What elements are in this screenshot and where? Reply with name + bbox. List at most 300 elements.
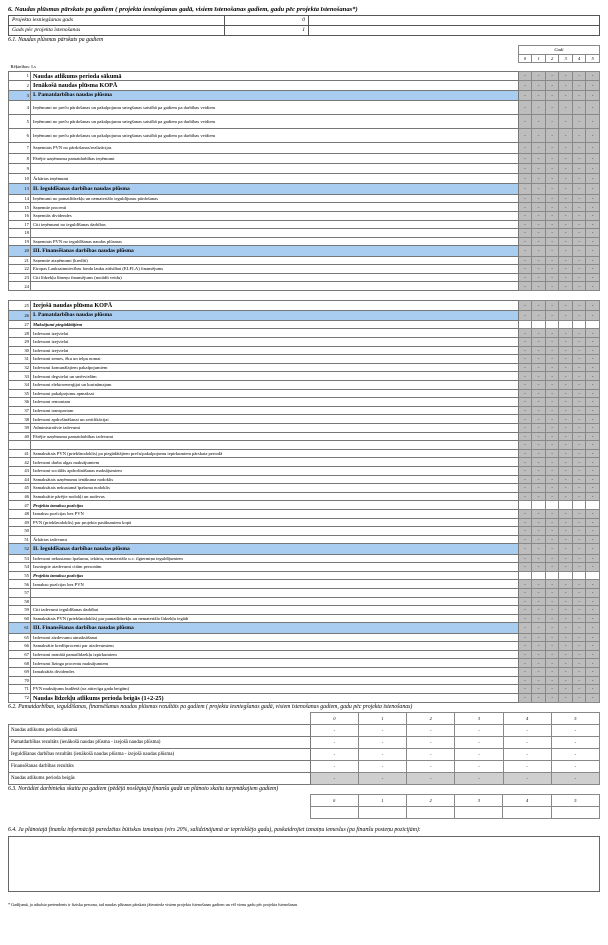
- row-value[interactable]: -: [518, 676, 532, 685]
- row-value[interactable]: -: [559, 282, 573, 291]
- row-value[interactable]: -: [572, 381, 586, 390]
- row-value[interactable]: -: [532, 203, 546, 212]
- row-value[interactable]: -: [545, 256, 559, 265]
- row-value[interactable]: -: [545, 424, 559, 433]
- row-value[interactable]: -: [532, 527, 546, 536]
- row-value[interactable]: -: [572, 115, 586, 129]
- row-value[interactable]: -: [572, 466, 586, 475]
- row-value[interactable]: -: [586, 265, 600, 274]
- results-value[interactable]: -: [407, 773, 455, 785]
- row-value[interactable]: -: [559, 406, 573, 415]
- row-value[interactable]: [545, 290, 559, 300]
- row-value[interactable]: -: [572, 398, 586, 407]
- row-value[interactable]: -: [586, 346, 600, 355]
- explanation-textbox[interactable]: [8, 836, 600, 892]
- row-value[interactable]: -: [559, 563, 573, 572]
- row-value[interactable]: [586, 290, 600, 300]
- row-value[interactable]: -: [586, 398, 600, 407]
- row-value[interactable]: -: [545, 372, 559, 381]
- row-value[interactable]: -: [572, 329, 586, 338]
- results-value[interactable]: -: [455, 773, 503, 785]
- row-value[interactable]: -: [586, 693, 600, 703]
- row-value[interactable]: -: [559, 492, 573, 501]
- row-value[interactable]: -: [545, 389, 559, 398]
- row-value[interactable]: -: [559, 372, 573, 381]
- row-value[interactable]: -: [532, 329, 546, 338]
- row-value[interactable]: -: [545, 466, 559, 475]
- row-value[interactable]: -: [572, 668, 586, 677]
- row-value[interactable]: -: [532, 81, 546, 91]
- row-value[interactable]: -: [518, 693, 532, 703]
- row-value[interactable]: -: [532, 389, 546, 398]
- results-value[interactable]: -: [455, 761, 503, 773]
- row-value[interactable]: -: [545, 518, 559, 527]
- row-value[interactable]: -: [518, 475, 532, 484]
- row-value[interactable]: -: [545, 563, 559, 572]
- row-value[interactable]: -: [586, 633, 600, 642]
- row-value[interactable]: -: [518, 633, 532, 642]
- row-value[interactable]: -: [559, 415, 573, 424]
- results-value[interactable]: -: [358, 737, 406, 749]
- row-value[interactable]: -: [586, 256, 600, 265]
- row-value[interactable]: -: [572, 153, 586, 163]
- row-value[interactable]: -: [559, 441, 573, 450]
- row-value[interactable]: [518, 320, 532, 329]
- row-value[interactable]: -: [545, 90, 559, 100]
- row-value[interactable]: -: [545, 406, 559, 415]
- row-value[interactable]: -: [518, 273, 532, 282]
- results-value[interactable]: -: [358, 749, 406, 761]
- row-value[interactable]: -: [532, 642, 546, 651]
- row-value[interactable]: -: [518, 606, 532, 615]
- row-value[interactable]: -: [518, 174, 532, 184]
- row-value[interactable]: -: [586, 614, 600, 623]
- row-value[interactable]: -: [559, 597, 573, 606]
- row-value[interactable]: -: [586, 115, 600, 129]
- row-value[interactable]: -: [559, 81, 573, 91]
- row-value[interactable]: -: [518, 310, 532, 320]
- row-value[interactable]: -: [532, 614, 546, 623]
- row-value[interactable]: -: [572, 563, 586, 572]
- row-value[interactable]: -: [572, 81, 586, 91]
- row-value[interactable]: -: [518, 398, 532, 407]
- row-value[interactable]: -: [572, 174, 586, 184]
- row-value[interactable]: -: [559, 300, 573, 310]
- row-value[interactable]: -: [586, 237, 600, 246]
- row-value[interactable]: -: [518, 71, 532, 81]
- row-value[interactable]: -: [559, 518, 573, 527]
- row-value[interactable]: [545, 571, 559, 580]
- row-value[interactable]: -: [586, 650, 600, 659]
- row-value[interactable]: -: [586, 71, 600, 81]
- row-value[interactable]: -: [532, 194, 546, 203]
- row-value[interactable]: [518, 290, 532, 300]
- header-value[interactable]: 1: [225, 26, 309, 35]
- row-value[interactable]: -: [518, 432, 532, 441]
- row-value[interactable]: -: [559, 338, 573, 347]
- row-value[interactable]: -: [559, 588, 573, 597]
- row-value[interactable]: -: [532, 338, 546, 347]
- row-value[interactable]: -: [532, 693, 546, 703]
- row-value[interactable]: -: [532, 346, 546, 355]
- row-value[interactable]: -: [518, 194, 532, 203]
- row-value[interactable]: -: [518, 650, 532, 659]
- row-value[interactable]: -: [532, 676, 546, 685]
- row-value[interactable]: -: [532, 623, 546, 633]
- row-value[interactable]: -: [545, 458, 559, 467]
- row-value[interactable]: -: [518, 484, 532, 493]
- results-value[interactable]: -: [455, 749, 503, 761]
- row-value[interactable]: -: [586, 676, 600, 685]
- row-value[interactable]: -: [532, 184, 546, 194]
- row-value[interactable]: -: [545, 623, 559, 633]
- results-value[interactable]: -: [310, 773, 358, 785]
- row-value[interactable]: -: [586, 432, 600, 441]
- row-value[interactable]: -: [545, 449, 559, 458]
- results-value[interactable]: -: [455, 737, 503, 749]
- row-value[interactable]: -: [545, 143, 559, 153]
- row-value[interactable]: -: [559, 432, 573, 441]
- row-value[interactable]: -: [586, 129, 600, 143]
- row-value[interactable]: -: [518, 90, 532, 100]
- row-value[interactable]: -: [545, 101, 559, 115]
- row-value[interactable]: -: [572, 432, 586, 441]
- row-value[interactable]: -: [586, 143, 600, 153]
- row-value[interactable]: -: [545, 71, 559, 81]
- row-value[interactable]: -: [545, 329, 559, 338]
- row-value[interactable]: -: [518, 237, 532, 246]
- row-value[interactable]: -: [559, 143, 573, 153]
- row-value[interactable]: -: [518, 492, 532, 501]
- row-value[interactable]: -: [532, 115, 546, 129]
- row-value[interactable]: -: [545, 527, 559, 536]
- row-value[interactable]: -: [572, 129, 586, 143]
- row-value[interactable]: -: [586, 300, 600, 310]
- row-value[interactable]: -: [532, 509, 546, 518]
- row-value[interactable]: -: [559, 194, 573, 203]
- row-value[interactable]: -: [559, 466, 573, 475]
- row-value[interactable]: -: [586, 554, 600, 563]
- results-value[interactable]: -: [358, 725, 406, 737]
- row-value[interactable]: -: [559, 676, 573, 685]
- row-value[interactable]: -: [572, 143, 586, 153]
- row-value[interactable]: -: [545, 535, 559, 544]
- row-value[interactable]: -: [572, 623, 586, 633]
- row-value[interactable]: -: [572, 650, 586, 659]
- row-value[interactable]: -: [518, 143, 532, 153]
- row-value[interactable]: -: [545, 184, 559, 194]
- row-value[interactable]: -: [545, 642, 559, 651]
- row-value[interactable]: -: [545, 580, 559, 589]
- row-value[interactable]: -: [559, 90, 573, 100]
- row-value[interactable]: -: [532, 265, 546, 274]
- row-value[interactable]: -: [572, 544, 586, 554]
- row-value[interactable]: -: [545, 588, 559, 597]
- row-value[interactable]: -: [545, 282, 559, 291]
- row-value[interactable]: -: [518, 101, 532, 115]
- row-value[interactable]: [572, 320, 586, 329]
- row-value[interactable]: -: [532, 163, 546, 173]
- row-value[interactable]: -: [572, 642, 586, 651]
- row-value[interactable]: -: [559, 633, 573, 642]
- row-value[interactable]: -: [532, 484, 546, 493]
- row-value[interactable]: [572, 290, 586, 300]
- row-value[interactable]: -: [532, 101, 546, 115]
- row-value[interactable]: -: [586, 203, 600, 212]
- row-value[interactable]: -: [532, 153, 546, 163]
- row-value[interactable]: -: [518, 256, 532, 265]
- results-value[interactable]: -: [503, 761, 551, 773]
- row-value[interactable]: -: [586, 659, 600, 668]
- row-value[interactable]: -: [545, 194, 559, 203]
- row-value[interactable]: -: [559, 355, 573, 364]
- row-value[interactable]: -: [545, 265, 559, 274]
- row-value[interactable]: -: [545, 676, 559, 685]
- row-value[interactable]: -: [545, 163, 559, 173]
- row-value[interactable]: -: [518, 527, 532, 536]
- row-value[interactable]: -: [518, 211, 532, 220]
- row-value[interactable]: [586, 571, 600, 580]
- row-value[interactable]: -: [559, 668, 573, 677]
- row-value[interactable]: -: [559, 475, 573, 484]
- row-value[interactable]: -: [586, 623, 600, 633]
- row-value[interactable]: -: [586, 449, 600, 458]
- row-value[interactable]: -: [559, 580, 573, 589]
- row-value[interactable]: -: [532, 475, 546, 484]
- row-value[interactable]: -: [518, 246, 532, 256]
- row-value[interactable]: -: [532, 256, 546, 265]
- row-value[interactable]: -: [572, 458, 586, 467]
- row-value[interactable]: -: [518, 346, 532, 355]
- row-value[interactable]: -: [586, 211, 600, 220]
- row-value[interactable]: -: [559, 535, 573, 544]
- results-value[interactable]: -: [551, 737, 599, 749]
- row-value[interactable]: -: [518, 424, 532, 433]
- row-value[interactable]: [532, 320, 546, 329]
- row-value[interactable]: -: [532, 606, 546, 615]
- row-value[interactable]: [545, 320, 559, 329]
- row-value[interactable]: -: [532, 518, 546, 527]
- row-value[interactable]: -: [532, 246, 546, 256]
- row-value[interactable]: -: [518, 449, 532, 458]
- results-value[interactable]: -: [551, 725, 599, 737]
- results-value[interactable]: -: [310, 749, 358, 761]
- row-value[interactable]: -: [518, 509, 532, 518]
- row-value[interactable]: -: [518, 466, 532, 475]
- row-value[interactable]: -: [545, 415, 559, 424]
- row-value[interactable]: -: [572, 509, 586, 518]
- row-value[interactable]: -: [559, 310, 573, 320]
- row-value[interactable]: -: [572, 424, 586, 433]
- row-value[interactable]: -: [559, 203, 573, 212]
- row-value[interactable]: -: [545, 659, 559, 668]
- row-value[interactable]: -: [532, 415, 546, 424]
- row-value[interactable]: -: [532, 406, 546, 415]
- row-value[interactable]: -: [586, 580, 600, 589]
- row-value[interactable]: -: [518, 265, 532, 274]
- row-value[interactable]: -: [518, 381, 532, 390]
- row-value[interactable]: -: [545, 614, 559, 623]
- row-value[interactable]: -: [586, 310, 600, 320]
- row-value[interactable]: -: [532, 668, 546, 677]
- row-value[interactable]: -: [572, 300, 586, 310]
- row-value[interactable]: [532, 501, 546, 510]
- row-value[interactable]: -: [545, 363, 559, 372]
- row-value[interactable]: -: [559, 346, 573, 355]
- row-value[interactable]: -: [532, 237, 546, 246]
- row-value[interactable]: -: [545, 81, 559, 91]
- row-value[interactable]: -: [518, 685, 532, 694]
- staff-input-4[interactable]: [503, 807, 551, 819]
- row-value[interactable]: -: [572, 220, 586, 229]
- row-value[interactable]: -: [559, 153, 573, 163]
- row-value[interactable]: -: [572, 554, 586, 563]
- results-value[interactable]: -: [551, 773, 599, 785]
- row-value[interactable]: -: [532, 685, 546, 694]
- row-value[interactable]: -: [559, 363, 573, 372]
- row-value[interactable]: -: [518, 329, 532, 338]
- row-value[interactable]: -: [586, 81, 600, 91]
- row-value[interactable]: -: [532, 129, 546, 143]
- row-value[interactable]: -: [545, 237, 559, 246]
- row-value[interactable]: -: [559, 693, 573, 703]
- row-value[interactable]: -: [559, 129, 573, 143]
- row-value[interactable]: -: [518, 220, 532, 229]
- results-value[interactable]: -: [310, 737, 358, 749]
- staff-input-1[interactable]: [358, 807, 406, 819]
- row-value[interactable]: -: [532, 381, 546, 390]
- row-value[interactable]: -: [532, 597, 546, 606]
- row-value[interactable]: [586, 501, 600, 510]
- row-value[interactable]: -: [586, 194, 600, 203]
- row-value[interactable]: -: [586, 484, 600, 493]
- row-value[interactable]: [518, 501, 532, 510]
- row-value[interactable]: -: [545, 633, 559, 642]
- row-value[interactable]: -: [559, 484, 573, 493]
- results-value[interactable]: -: [503, 725, 551, 737]
- row-value[interactable]: [532, 290, 546, 300]
- row-value[interactable]: -: [545, 115, 559, 129]
- row-value[interactable]: [559, 571, 573, 580]
- row-value[interactable]: -: [586, 363, 600, 372]
- row-value[interactable]: -: [545, 650, 559, 659]
- row-value[interactable]: -: [559, 642, 573, 651]
- row-value[interactable]: -: [586, 563, 600, 572]
- row-value[interactable]: -: [559, 265, 573, 274]
- row-value[interactable]: -: [559, 389, 573, 398]
- row-value[interactable]: -: [586, 668, 600, 677]
- row-value[interactable]: [545, 501, 559, 510]
- row-value[interactable]: -: [518, 406, 532, 415]
- row-value[interactable]: -: [532, 544, 546, 554]
- row-value[interactable]: -: [532, 273, 546, 282]
- row-value[interactable]: -: [586, 415, 600, 424]
- row-value[interactable]: -: [586, 220, 600, 229]
- results-value[interactable]: -: [310, 725, 358, 737]
- row-value[interactable]: -: [532, 300, 546, 310]
- row-value[interactable]: -: [545, 668, 559, 677]
- row-value[interactable]: -: [559, 623, 573, 633]
- row-value[interactable]: -: [572, 265, 586, 274]
- row-value[interactable]: -: [518, 163, 532, 173]
- row-value[interactable]: -: [559, 101, 573, 115]
- row-value[interactable]: -: [572, 415, 586, 424]
- row-value[interactable]: -: [559, 256, 573, 265]
- row-value[interactable]: -: [532, 441, 546, 450]
- row-value[interactable]: -: [532, 449, 546, 458]
- row-value[interactable]: -: [518, 300, 532, 310]
- results-value[interactable]: -: [407, 737, 455, 749]
- row-value[interactable]: -: [559, 458, 573, 467]
- row-value[interactable]: -: [586, 174, 600, 184]
- row-value[interactable]: -: [572, 372, 586, 381]
- row-value[interactable]: -: [572, 484, 586, 493]
- row-value[interactable]: -: [545, 346, 559, 355]
- staff-input-0[interactable]: [310, 807, 358, 819]
- row-value[interactable]: -: [572, 338, 586, 347]
- row-value[interactable]: -: [586, 381, 600, 390]
- row-value[interactable]: -: [532, 372, 546, 381]
- row-value[interactable]: [572, 571, 586, 580]
- row-value[interactable]: -: [559, 659, 573, 668]
- row-value[interactable]: [586, 320, 600, 329]
- results-value[interactable]: -: [407, 761, 455, 773]
- row-value[interactable]: -: [518, 518, 532, 527]
- row-value[interactable]: -: [545, 220, 559, 229]
- row-value[interactable]: -: [518, 441, 532, 450]
- row-value[interactable]: -: [532, 633, 546, 642]
- row-value[interactable]: -: [586, 588, 600, 597]
- row-value[interactable]: [532, 571, 546, 580]
- row-value[interactable]: -: [572, 310, 586, 320]
- row-value[interactable]: -: [572, 676, 586, 685]
- row-value[interactable]: -: [572, 580, 586, 589]
- row-value[interactable]: -: [559, 424, 573, 433]
- row-value[interactable]: -: [586, 163, 600, 173]
- row-value[interactable]: -: [559, 614, 573, 623]
- row-value[interactable]: -: [586, 475, 600, 484]
- row-value[interactable]: -: [545, 310, 559, 320]
- results-value[interactable]: -: [551, 761, 599, 773]
- row-value[interactable]: -: [572, 90, 586, 100]
- row-value[interactable]: -: [532, 563, 546, 572]
- row-value[interactable]: -: [545, 355, 559, 364]
- staff-input-2[interactable]: [407, 807, 455, 819]
- row-value[interactable]: -: [518, 642, 532, 651]
- row-value[interactable]: -: [545, 432, 559, 441]
- row-value[interactable]: -: [518, 115, 532, 129]
- row-value[interactable]: -: [586, 518, 600, 527]
- row-value[interactable]: -: [545, 338, 559, 347]
- row-value[interactable]: -: [545, 203, 559, 212]
- row-value[interactable]: -: [586, 466, 600, 475]
- row-value[interactable]: -: [532, 143, 546, 153]
- results-value[interactable]: -: [455, 725, 503, 737]
- row-value[interactable]: -: [518, 229, 532, 238]
- row-value[interactable]: -: [572, 606, 586, 615]
- row-value[interactable]: -: [572, 229, 586, 238]
- row-value[interactable]: -: [545, 693, 559, 703]
- row-value[interactable]: -: [586, 642, 600, 651]
- row-value[interactable]: -: [532, 432, 546, 441]
- row-value[interactable]: -: [572, 355, 586, 364]
- row-value[interactable]: -: [545, 246, 559, 256]
- row-value[interactable]: -: [586, 606, 600, 615]
- row-value[interactable]: -: [572, 597, 586, 606]
- row-value[interactable]: -: [559, 381, 573, 390]
- row-value[interactable]: -: [532, 355, 546, 364]
- row-value[interactable]: -: [518, 372, 532, 381]
